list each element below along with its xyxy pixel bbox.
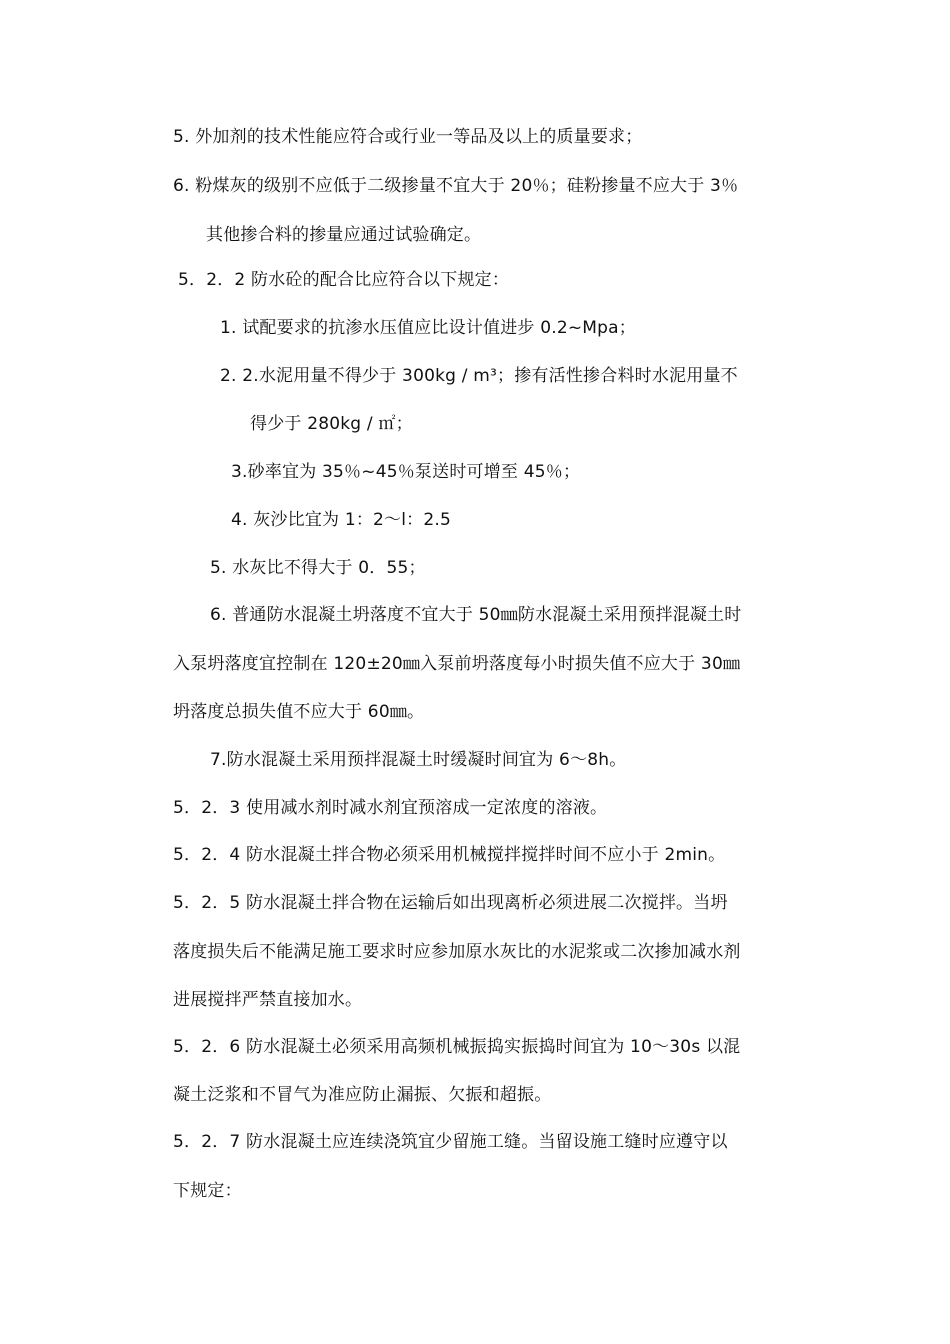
text-line: 5. 外加剂的技术性能应符合或行业一等品及以上的质量要求； [173,127,643,147]
text-line: 进展搅拌严禁直接加水。 [173,990,363,1010]
text-line: 入泵坍落度宜控制在 120±20㎜入泵前坍落度每小时损失值不应大于 30㎜ [173,654,741,674]
text-line: 2. 2.水泥用量不得少于 300kg / m³；掺有活性掺合料时水泥用量不 [220,366,738,386]
section-heading: 5．2．4 防水混凝土拌合物必须采用机械搅拌搅拌时间不应小于 2min。 [173,845,726,865]
text-line: 3.砂率宜为 35％~45％泵送时可增至 45％； [231,462,581,482]
text-line: 其他掺合料的掺量应通过试验确定。 [206,225,482,245]
text-line: 1. 试配要求的抗渗水压值应比设计值进步 0.2~Mpa； [220,318,636,338]
text-line: 得少于 280kg / ㎡； [250,414,413,434]
section-heading: 5．2．6 防水混凝土必须采用高频机械振捣实振捣时间宜为 10～30s 以混 [173,1037,741,1057]
text-line: 6. 普通防水混凝土坍落度不宜大于 50㎜防水混凝土采用预拌混凝土时 [210,605,742,625]
text-line: 凝土泛浆和不冒气为准应防止漏振、欠振和超振。 [173,1085,552,1105]
text-line: 落度损失后不能满足施工要求时应参加原水灰比的水泥浆或二次掺加减水剂 [173,942,741,962]
text-line: 4. 灰沙比宜为 1：2～l：2.5 [231,510,452,530]
text-line: 下规定： [173,1181,242,1201]
text-line: 5. 水灰比不得大于 0．55； [210,558,426,578]
section-heading: 5．2．3 使用减水剂时减水剂宜预溶成一定浓度的溶液。 [173,798,608,818]
text-line: 坍落度总损失值不应大于 60㎜。 [173,702,425,722]
text-line: 7.防水混凝土采用预拌混凝土时缓凝时间宜为 6～8h。 [210,750,627,770]
section-heading: 5．2．2 防水砼的配合比应符合以下规定： [178,270,510,290]
text-line: 6. 粉煤灰的级别不应低于二级掺量不宜大于 20％；硅粉掺量不应大于 3％ [173,176,739,196]
section-heading: 5．2．7 防水混凝土应连续浇筑宜少留施工缝。当留设施工缝时应遵守以 [173,1132,728,1152]
section-heading: 5．2．5 防水混凝土拌合物在运输后如出现离析必须进展二次搅拌。当坍 [173,893,728,913]
